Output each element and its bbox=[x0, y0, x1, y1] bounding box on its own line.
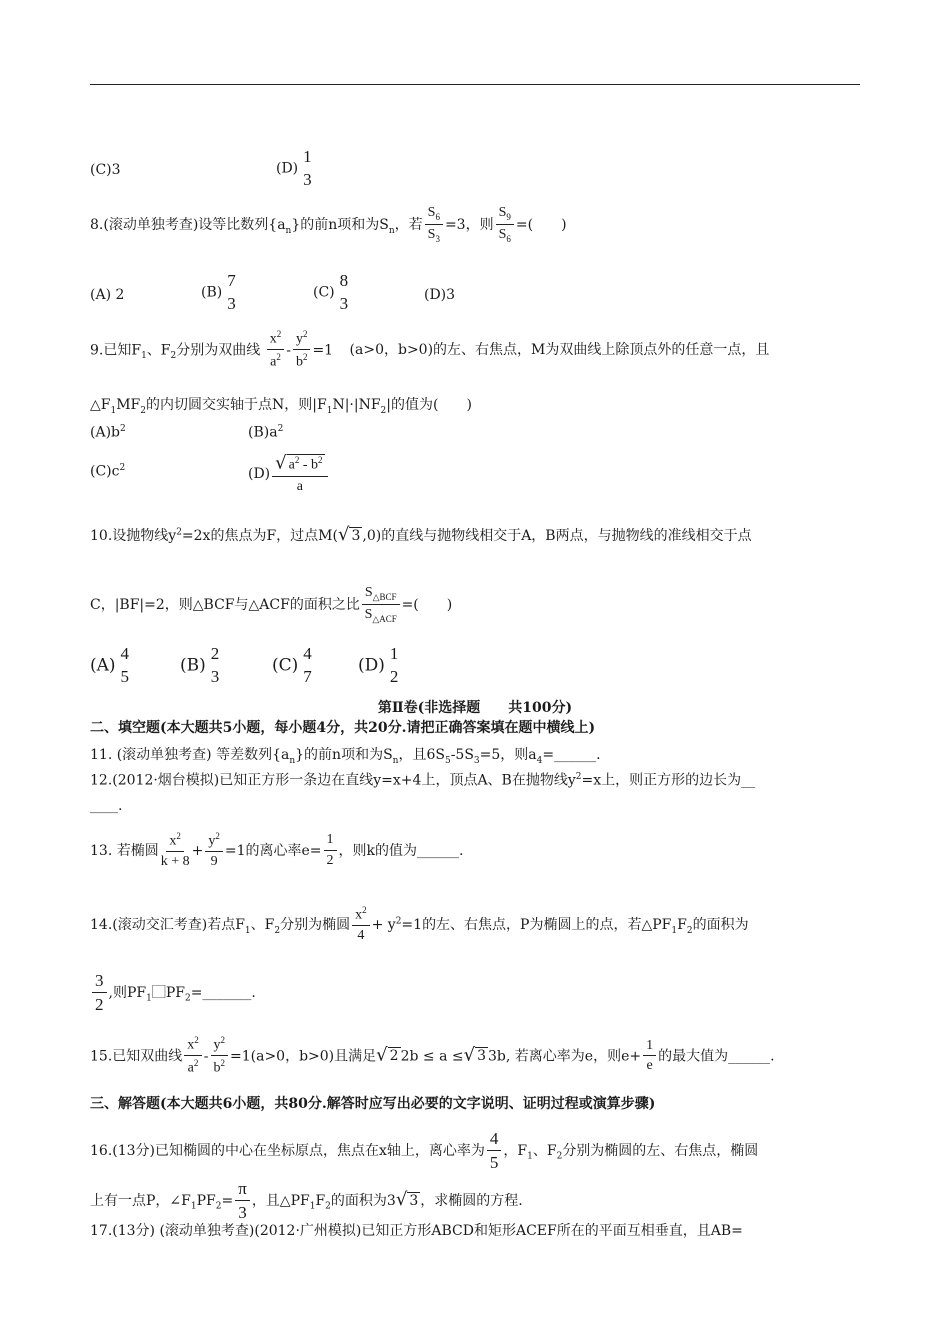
question-12-line2: ____. bbox=[90, 798, 123, 814]
question-8: 8.(滚动单独考查)设等比数列$\{a_n\}$的前n项和为$S_n$，若 $\frac{S_6}{S_3}$ =3，则 $\frac{S_9}{S_6}$ =( ) bbox=[90, 205, 567, 245]
question-14-line1: 14.(滚动交汇考查)若点$F_1$、$F_2$分别为椭圆 $\frac{x^2}{4}$ + $y^2=1$的左、右焦点，P为椭圆上的点，若$\triangle PF_1F_2$的面积为 bbox=[90, 905, 749, 944]
q10-option-a: (A) 4 5 bbox=[90, 644, 130, 686]
question-13: 13. 若椭圆 $\frac{x^2}{k + 8}$ + $\frac{y^2}{9}$ =1的离心率e= $\frac{1}{2}$ ，则k的值为______. bbox=[90, 831, 464, 870]
q9-option-d: (D) $\frac{√ a^2 - b^2}{a}$ bbox=[248, 454, 330, 494]
q10-option-c: (C) 4 7 bbox=[272, 644, 312, 686]
question-10-line1: 10.设抛物线$y^2=2x$的焦点为F，过点M(√ 3 ,0)的直线与抛物线相交于A，B两点，与抛物线的准线相交于点 bbox=[90, 524, 752, 545]
q8-option-a: (A) 2 bbox=[90, 287, 125, 303]
question-9-line1: 9.已知$F_1$、$F_2$分别为双曲线 $\frac{x^2}{a^2}$ - $\frac{y^2}{b^2}$ =1 (a>0，b>0)的左、右焦点，M为双曲线上除顶点外的任意一点，且 bbox=[90, 329, 770, 370]
q7-option-c: (C)3 bbox=[90, 162, 121, 178]
question-9-line2: $\triangle F_1MF_2$的内切圆交实轴于点N，则$|F_1N|\cdot|NF_2|$的值为( ) bbox=[90, 397, 472, 416]
question-12-line1: 12.(2012·烟台模拟)已知正方形一条边在直线y=x+4上，顶点A、B在抛物线$y^2=x$上，则正方形的边长为__ bbox=[90, 772, 756, 789]
q8-option-c: (C) 8 3 bbox=[313, 271, 349, 313]
question-16-line1: 16.(13分)已知椭圆的中心在坐标原点，焦点在x轴上，离心率为 $\frac{4}{5}$ ，$F_1$、$F_2$分别为椭圆的左、右焦点，椭圆 bbox=[90, 1129, 759, 1172]
q9-option-c: $(C)c^2$ bbox=[90, 463, 126, 480]
question-14-line2: $\frac{3}{2}$ ,则$PF_1⃞PF_2=\_\_\_\_\_\_\_$. bbox=[90, 972, 256, 1014]
question-17: 17.(13分) (滚动单独考查)(2012·广州模拟)已知正方形ABCD和矩形ACEF所在的平面互相垂直，且AB= bbox=[90, 1223, 743, 1239]
q8-option-d: (D)3 bbox=[424, 287, 456, 303]
question-11: 11. (滚动单独考查) 等差数列$\{a_n\}$的前n项和为$S_n$，且$6S_5-5S_3=5$，则$a_4=\_\_\_\_\_\_$. bbox=[90, 747, 601, 766]
question-15: 15.已知双曲线 $\frac{x^2}{a^2}$ - $\frac{y^2}{b^2}$ =1(a>0，b>0)且满足√ 2 2b ≤ a ≤√ 3 3b, 若离心率为e，则e+ $\frac{1}{e}$ 的最大值为______. bbox=[90, 1035, 775, 1076]
q8-option-b: (B) 7 3 bbox=[201, 271, 236, 313]
question-10-line2: C，|BF|=2，则△BCF与△ACF的面积之比 $\frac{S_{\triangle BCF}}{S_{\triangle ACF}}$ =( ) bbox=[90, 585, 453, 625]
header-rule bbox=[90, 84, 860, 85]
question-16-line2: 上有一点P，$\angle F_1PF_2=$ $\frac{\pi}{3}$ ，且$\triangle PF_1F_2$的面积为3√ 3 ，求椭圆的方程. bbox=[90, 1179, 523, 1222]
part-2-heading: 第Ⅱ卷(非选择题 共100分) bbox=[377, 700, 573, 716]
q10-option-b: (B) 2 3 bbox=[180, 644, 220, 686]
section-3-heading: 三、解答题(本大题共6小题，共80分.解答时应写出必要的文字说明、证明过程或演算步骤) bbox=[90, 1096, 656, 1112]
q9-option-b: $(B)a^2$ bbox=[248, 424, 284, 441]
q10-option-d: (D) 1 2 bbox=[358, 644, 399, 686]
section-2-heading: 二、填空题(本大题共5小题，每小题4分，共20分.请把正确答案填在题中横线上) bbox=[90, 720, 596, 736]
q9-option-a: $(A)b^2$ bbox=[90, 424, 126, 441]
q7-option-d: (D) 1 3 bbox=[276, 147, 312, 189]
